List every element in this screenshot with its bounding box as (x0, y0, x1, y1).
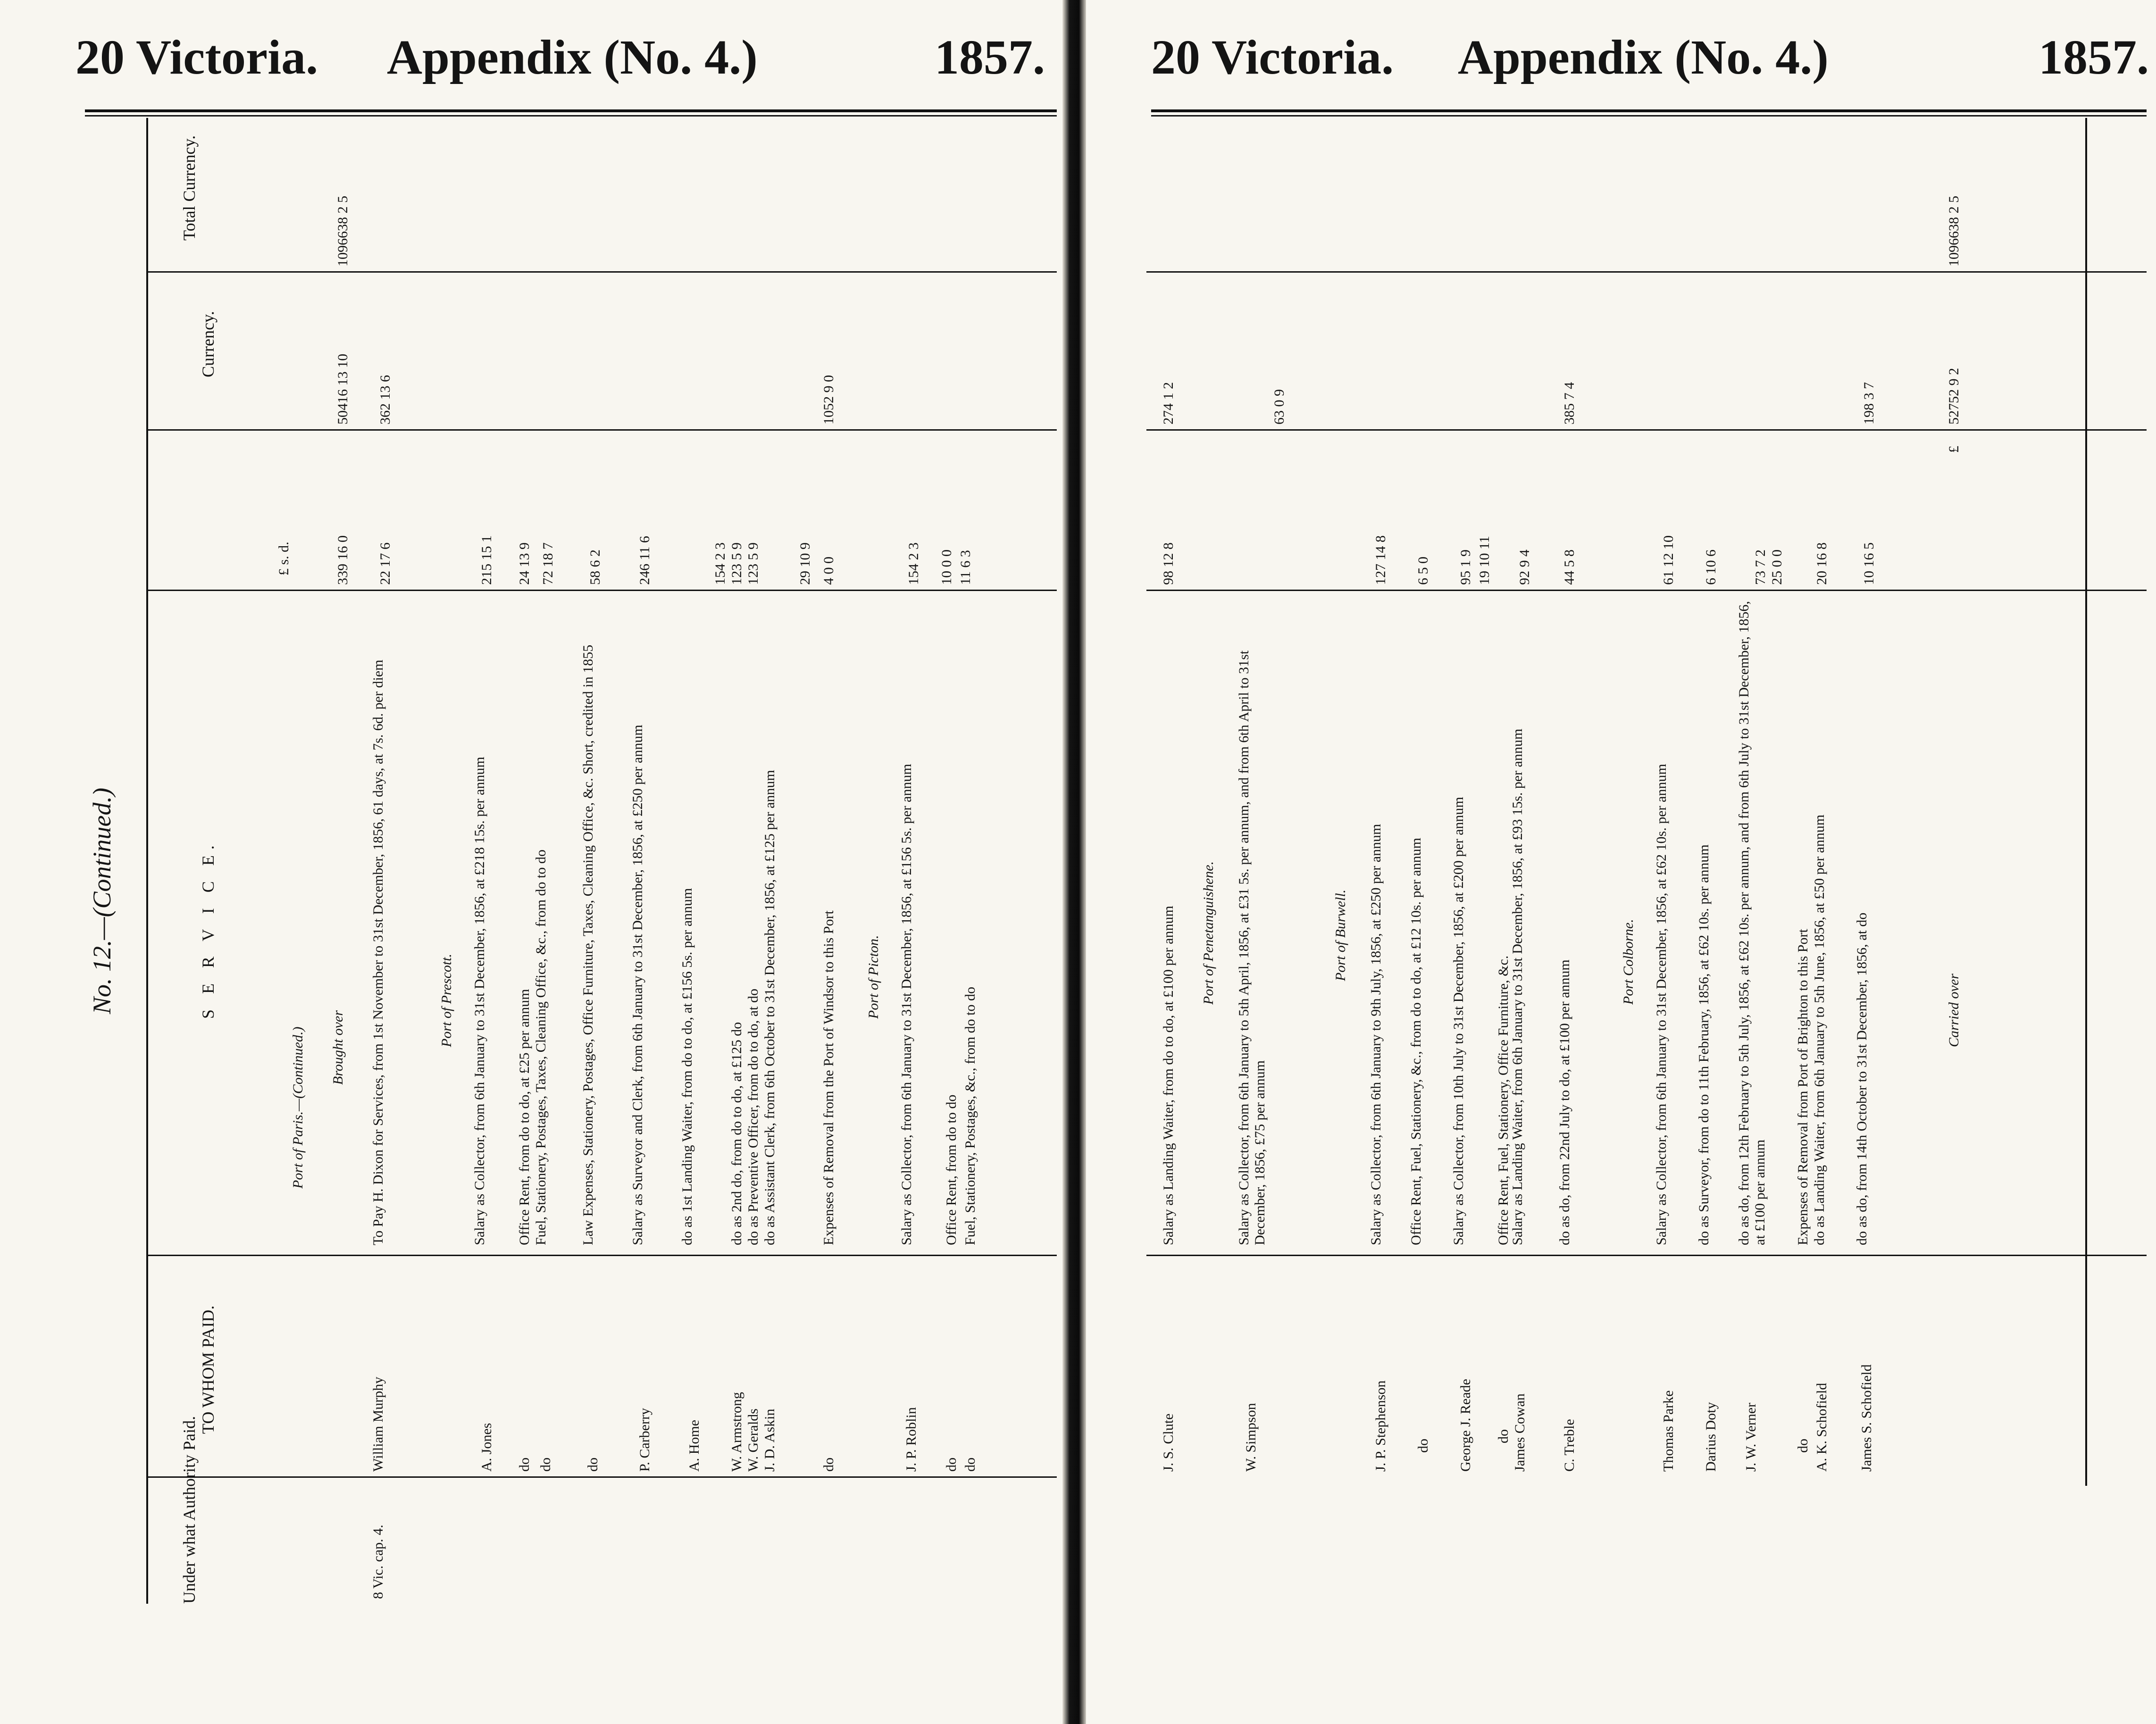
row-to-whom: J. W. Verner (1743, 1402, 1759, 1472)
row-service: do as Assistant Clerk, from 6th October to 31st December, 1856, at £125 per annum (762, 770, 777, 1245)
row-amount: 154 2 3 (712, 542, 728, 585)
row-service: Salary as Collector, from 6th January to 9th July, 1856, at £250 per annum (1368, 824, 1384, 1245)
header-appendix: Appendix (No. 4.) (1458, 30, 1829, 84)
top-double-rule (85, 109, 1057, 112)
row-service: Port of Picton. (866, 935, 881, 1019)
col-rule-towhom (1146, 1255, 2147, 1256)
row-to-whom: W. Geralds (745, 1408, 761, 1472)
row-to-whom: C. Treble (1562, 1419, 1577, 1472)
row-amount: 10 0 0 (939, 550, 954, 585)
row-to-whom: W. Simpson (1243, 1403, 1259, 1472)
row-to-whom: George J. Reade (1458, 1379, 1473, 1472)
table-right-rule (2085, 118, 2087, 1486)
header-year: 1857. (2039, 30, 2149, 84)
row-service: do as do, from 14th October to 31st December, 1856, at do (1854, 912, 1870, 1245)
header-year: 1857. (935, 30, 1045, 84)
row-to-whom: do (821, 1457, 836, 1472)
col-rule-towhom (146, 1476, 1057, 1478)
row-authority: 8 Vic. cap. 4. (370, 1524, 386, 1599)
row-service: Port of Paris.—(Continued.) (290, 1026, 306, 1189)
row-to-whom: do (1496, 1429, 1511, 1443)
row-to-whom: do (1795, 1439, 1811, 1453)
row-service: do as Surveyor, from do to 11th February, 1856, at £62 10s. per annum (1696, 844, 1712, 1245)
row-service: Port of Burwell. (1333, 889, 1348, 981)
row-currency: 1052 9 0 (821, 375, 836, 425)
row-amount: 95 1 9 (1458, 550, 1473, 585)
col-head-amount: £ s. d. (276, 541, 292, 575)
row-service: do as 1st Landing Waiter, from do to do, at £156 5s. per annum (679, 888, 695, 1245)
row-amount: 123 5 9 (729, 542, 744, 585)
row-service: do as do, from 12th February to 5th July, 1856, at £62 10s. per annum, and from 6th July to 31st December, 1856, at £100 per annum (1736, 601, 1768, 1245)
row-currency: 274 1 2 (1161, 382, 1176, 425)
col-head-service: S E R V I C E. (199, 840, 217, 1019)
row-to-whom: J. P. Stephenson (1373, 1380, 1388, 1472)
row-to-whom: A. Jones (479, 1423, 494, 1472)
row-to-whom: do (538, 1457, 553, 1472)
row-service: Office Rent, Fuel, Stationery, Office Furniture, &c. (1496, 955, 1511, 1245)
row-currency: 362 13 6 (377, 375, 393, 425)
row-currency: 63 0 9 (1271, 389, 1287, 425)
row-service: Law Expenses, Stationery, Postages, Office Furniture, Taxes, Cleaning Office, &c. Short, credited in 1855 (580, 644, 596, 1245)
col-rule-currency (1146, 271, 2147, 273)
col-rule-service (146, 590, 1057, 591)
row-total: 1096638 2 5 (335, 196, 351, 267)
row-to-whom: J. S. Clute (1161, 1413, 1176, 1472)
row-service: do as do, from 22nd July to do, at £100 per annum (1557, 959, 1572, 1245)
row-amount: 6 5 0 (1415, 557, 1431, 585)
top-double-rule-inner (85, 115, 1057, 117)
row-service: Salary as Collector, from 6th January to 31st December, 1856, at £62 10s. per annum (1654, 764, 1669, 1245)
col-rule-authority (146, 1255, 1057, 1256)
row-currency: 50416 13 10 (335, 354, 351, 425)
row-amount: 22 17 6 (377, 542, 393, 585)
right-page (1085, 0, 2156, 1724)
col-rule-amount (1146, 429, 2147, 431)
row-service: Brought over (330, 1010, 346, 1085)
row-service: Expenses of Removal from the Port of Windsor to this Port (821, 910, 836, 1245)
row-amount: 29 10 9 (797, 542, 813, 585)
col-rule-service (1146, 590, 2147, 591)
row-service: Salary as Collector, from 6th January to 31st December, 1856, at £218 15s. per annum (472, 757, 487, 1245)
row-service: do as Landing Waiter, from 6th January to 5th June, 1856, at £50 per annum (1812, 814, 1827, 1245)
header-session: 20 Victoria. (75, 30, 318, 84)
row-amount: 25 0 0 (1769, 550, 1785, 585)
row-to-whom: Darius Doty (1703, 1402, 1719, 1472)
row-amount: 72 18 7 (540, 542, 556, 585)
row-currency: 385 7 4 (1562, 382, 1577, 425)
row-currency: 52752 9 2 (1946, 368, 1962, 425)
row-amount: 98 12 8 (1161, 542, 1176, 585)
row-to-whom: Thomas Parke (1661, 1390, 1676, 1472)
header-appendix: Appendix (No. 4.) (387, 30, 758, 84)
row-to-whom: do (1415, 1439, 1431, 1453)
row-to-whom: J. P. Roblin (903, 1407, 919, 1472)
table-left-rule (146, 118, 148, 1604)
row-amount: 92 9 4 (1517, 550, 1532, 585)
table-title: No. 12.—(Continued.) (88, 788, 116, 1014)
row-amount: 73 7 2 (1753, 550, 1768, 585)
header-session: 20 Victoria. (1151, 30, 1394, 84)
row-amount: 246 11 6 (637, 536, 652, 585)
col-head-authority: Under what Authority Paid. (180, 1416, 199, 1604)
row-to-whom: P. Carberry (637, 1408, 652, 1472)
row-service: Fuel, Stationery, Postages, Taxes, Cleaning Office, &c., from do to do (533, 850, 549, 1245)
row-to-whom: J. D. Askin (762, 1408, 777, 1472)
row-amount: 154 2 3 (906, 542, 921, 585)
row-to-whom: William Murphy (370, 1376, 386, 1472)
row-amount: 127 14 8 (1373, 535, 1388, 585)
col-head-total: Total Currency. (180, 135, 199, 241)
row-service: Carried over (1946, 974, 1962, 1047)
row-service: Salary as Surveyor and Clerk, from 6th January to 31st December, 1856, at £250 per annum (630, 725, 645, 1245)
row-to-whom: W. Armstrong (729, 1392, 744, 1472)
row-service: Office Rent, Fuel, Stationery, &c., from do to do, at £12 10s. per annum (1408, 837, 1424, 1245)
left-page (0, 0, 1071, 1724)
row-amount: 215 15 1 (479, 535, 494, 585)
row-amount: 19 10 11 (1477, 536, 1492, 585)
row-amount: £ (1946, 446, 1962, 453)
row-currency: 198 3 7 (1861, 382, 1877, 425)
row-service: Salary as Collector, from 6th January to 31st December, 1856, at £156 5s. per annum (899, 764, 914, 1245)
row-service: Expenses of Removal from Port of Brighton to this Port (1795, 929, 1811, 1245)
row-service: do as Preventive Officer, from do to do, at do (745, 989, 761, 1245)
row-service: Fuel, Stationery, Postages, &c., from do to do (962, 987, 978, 1245)
row-amount: 123 5 9 (745, 542, 761, 585)
row-amount: 58 6 2 (587, 550, 603, 585)
row-service: Office Rent, from do to do, at £25 per annum (517, 989, 532, 1245)
row-to-whom: do (517, 1457, 532, 1472)
row-service: Salary as Collector, from 10th July to 31st December, 1856, at £200 per annum (1451, 797, 1466, 1245)
row-to-whom: A. Home (686, 1420, 702, 1472)
row-service: Port of Prescott. (439, 953, 454, 1047)
col-head-towhom: TO WHOM PAID. (199, 1305, 217, 1434)
row-service: To Pay H. Dixon for Services, from 1st November to 31st December, 1856, 61 days, at 7s. 6d. per diem (370, 659, 386, 1245)
row-amount: 11 6 3 (958, 550, 973, 585)
row-to-whom: A. K. Schofield (1814, 1383, 1830, 1472)
row-amount: 6 10 6 (1703, 550, 1719, 585)
row-amount: 44 5 8 (1562, 550, 1577, 585)
top-double-rule-inner (1151, 115, 2147, 117)
row-service: Port Colborne. (1621, 919, 1636, 1005)
row-service: Port of Penetanguishene. (1201, 861, 1216, 1005)
col-rule-amount (146, 429, 1057, 431)
row-amount: 24 13 9 (517, 542, 532, 585)
row-amount: 10 16 5 (1861, 542, 1877, 585)
col-head-currency: Currency. (199, 311, 217, 377)
row-to-whom: do (944, 1457, 959, 1472)
row-to-whom: do (962, 1457, 978, 1472)
row-amount: 61 12 10 (1661, 535, 1676, 585)
row-amount: 4 0 0 (821, 557, 836, 585)
row-service: Salary as Landing Waiter, from 6th January to 31st December, 1856, at £93 15s. per annum (1510, 728, 1525, 1245)
row-service: do as 2nd do, from do to do, at £125 do (729, 1022, 744, 1245)
row-total: 1096638 2 5 (1946, 196, 1962, 267)
row-amount: 20 16 8 (1814, 542, 1830, 585)
row-amount: 339 16 0 (335, 535, 351, 585)
row-service: Office Rent, from do to do (944, 1094, 959, 1245)
col-rule-currency (146, 271, 1057, 273)
row-service: Salary as Landing Waiter, from do to do, at £100 per annum (1161, 906, 1176, 1245)
top-double-rule (1151, 109, 2147, 112)
row-to-whom: James Cowan (1512, 1393, 1528, 1472)
row-service: Salary as Collector, from 6th January to 5th April, 1856, at £31 5s. per annum, and from 6th April to 31st December, 1856, £75 per annum (1236, 650, 1268, 1245)
row-to-whom: do (585, 1457, 601, 1472)
row-to-whom: James S. Schofield (1859, 1364, 1874, 1472)
